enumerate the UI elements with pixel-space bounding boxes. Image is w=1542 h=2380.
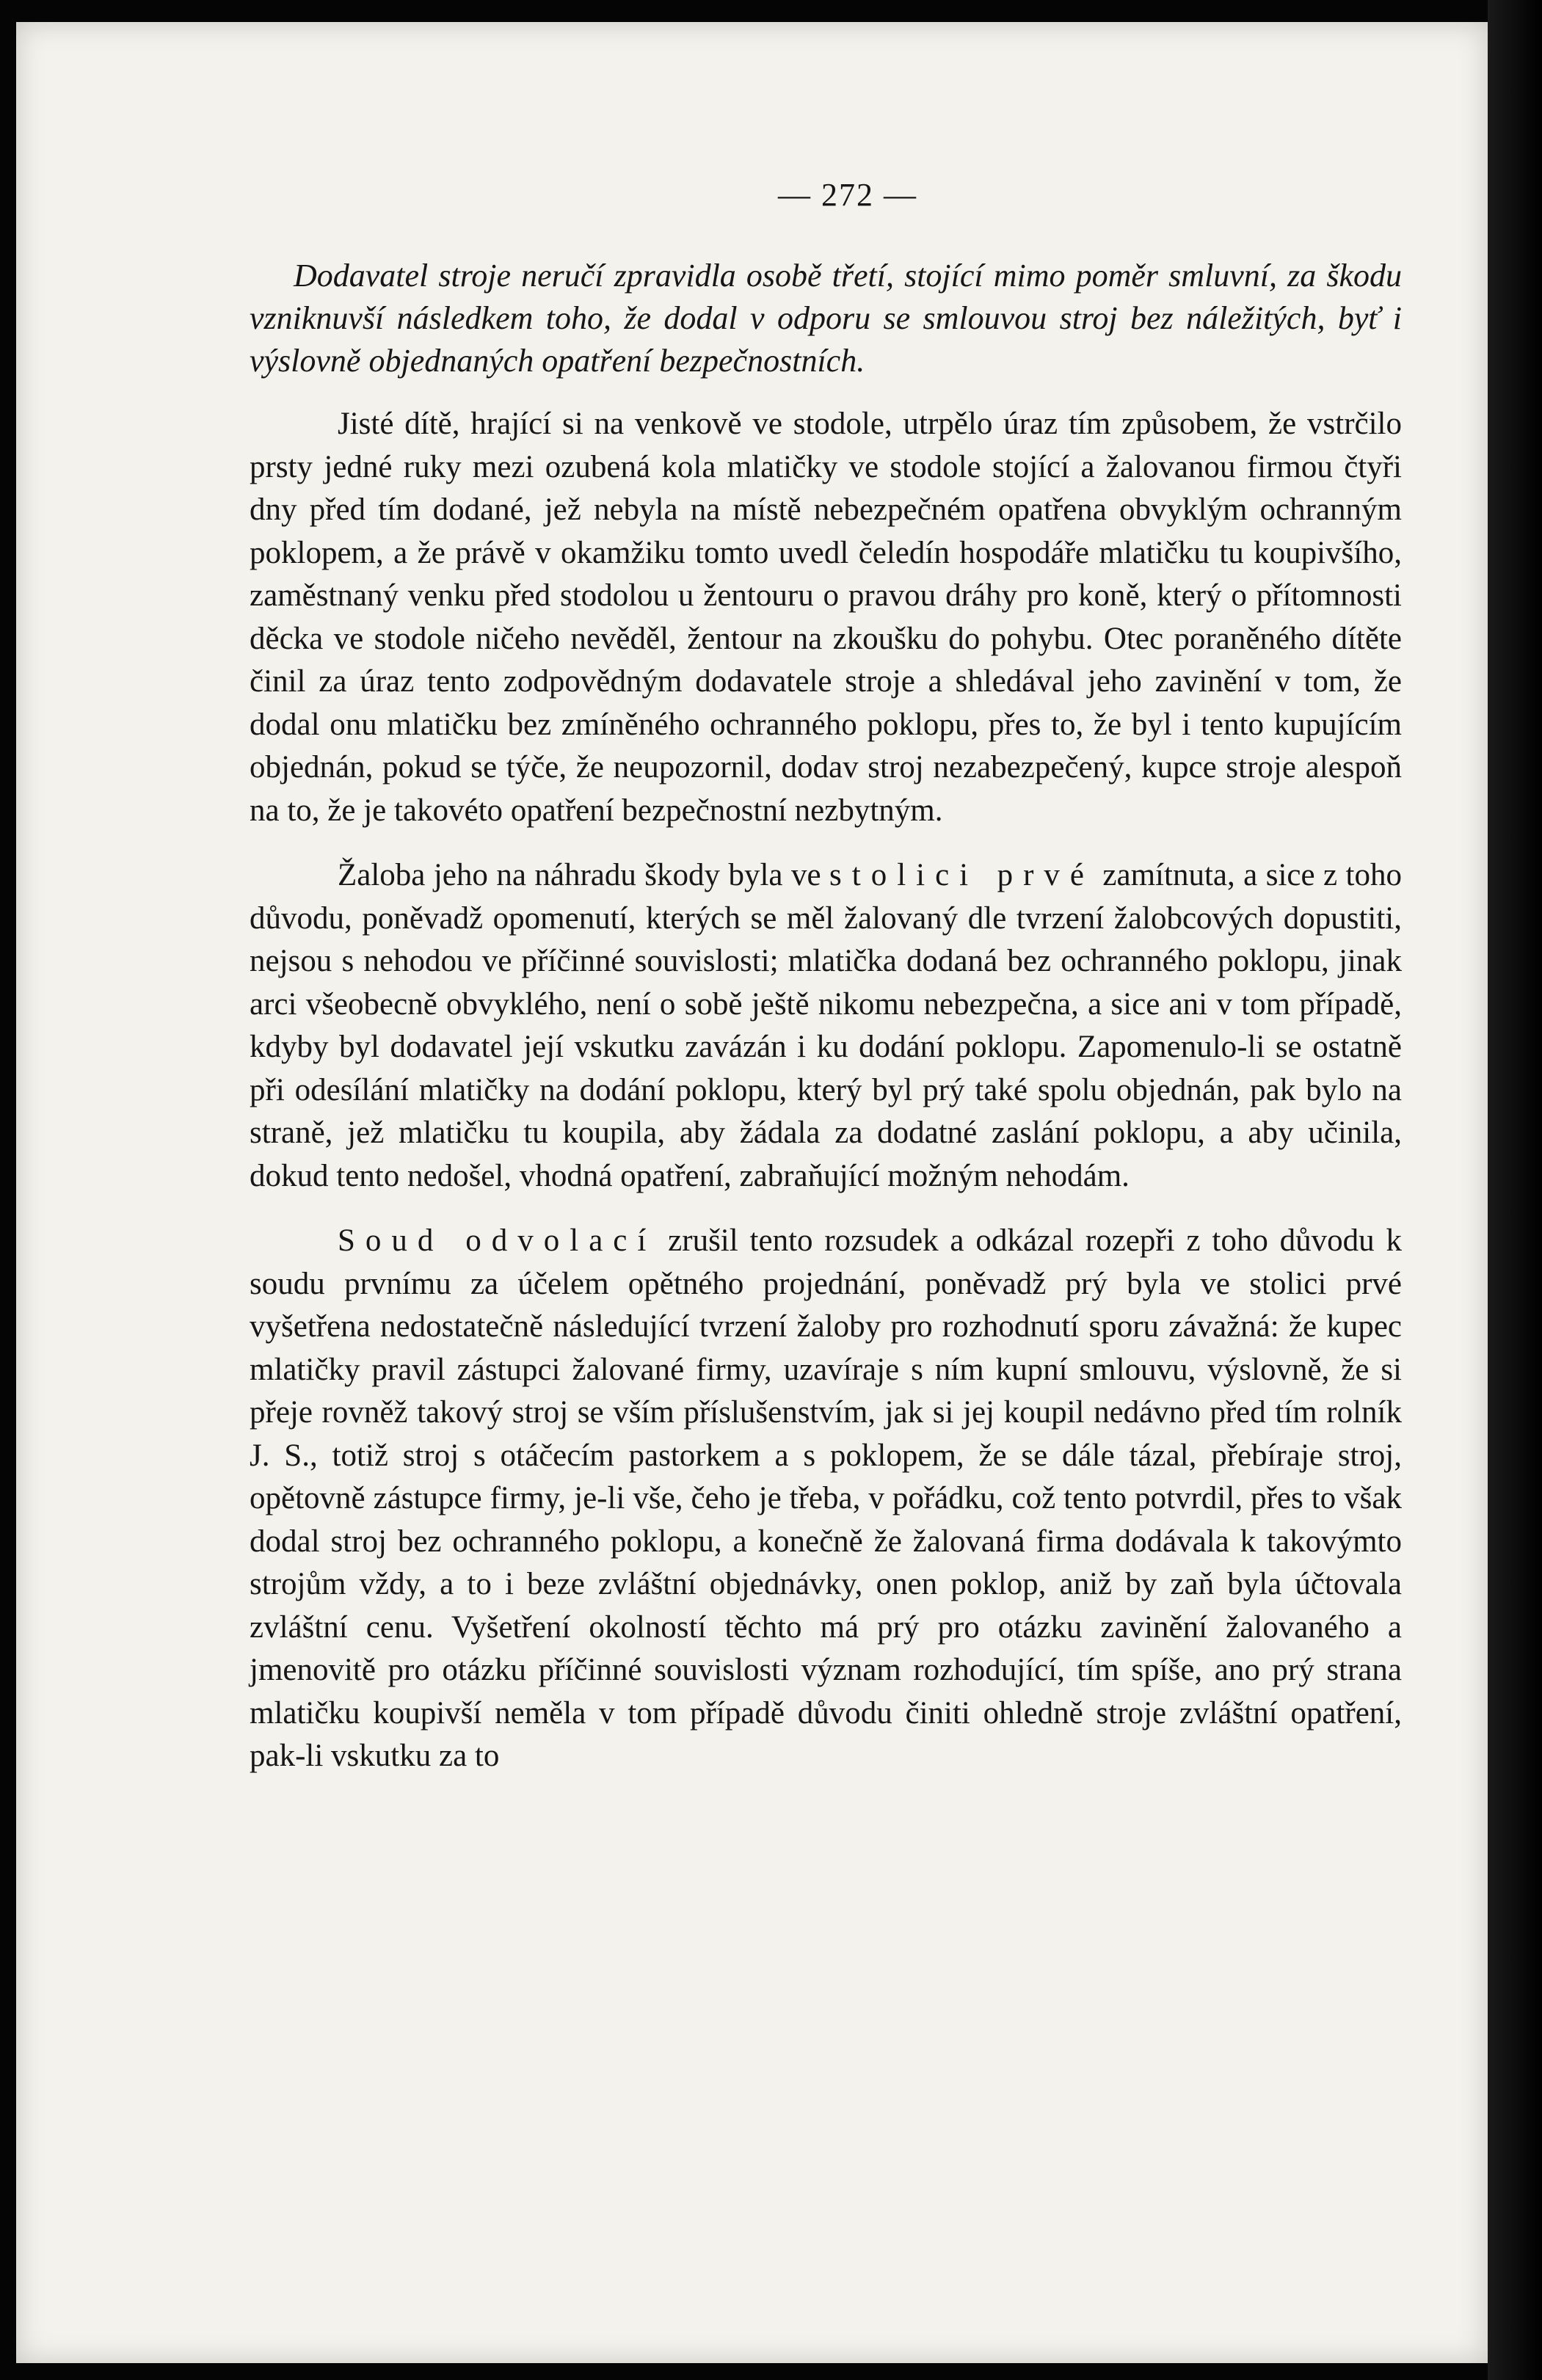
page-text-block — [250, 176, 1402, 1800]
paragraph-3 — [250, 1220, 1402, 1778]
page-edge-shadow — [1488, 0, 1542, 2380]
headnote: Dodavatel stroje neručí zpravidla osobě třetí, stojící mimo poměr smluvní, za škodu vzniknuvší následkem toho, že dodal v odporu se smlouvou stroj bez náležitých, byť i výslovně objednaných opatření bezpečnostních. — [250, 258, 1402, 379]
paragraph-2-before: Žaloba jeho na náhradu škody byla ve — [338, 858, 830, 892]
paragraph-2-after: zamítnuta, a sice z toho důvodu, poněvadž opomenutí, kterých se měl žalovaný dle tvrzení žalobcových dopustiti, nejsou s nehodou ve příčinné souvislosti; mlatička dodaná bez ochranného poklopu, jinak arci všeobecně obvyklého, není o sobě ještě nikomu nebezpečna, a sice ani v tom případě, kdyby byl dodavatel její vskutku zavázán i ku dodání poklopu. Zapomenulo-li se ostatně při odesílání mlatičky na dodání poklopu, který byl prý také spolu objednán, pak bylo na straně, jež mlatičku tu koupila, aby žádala za dodatné zaslání poklopu, a aby učinila, dokud tento nedošel, vhodná opatření, zabraňující možným nehodám. — [250, 858, 1403, 1193]
paragraph-2-spaced: stolici prvé — [829, 858, 1094, 892]
paragraph-1: Jisté dítě, hrající si na venkově ve stodole, utrpělo úraz tím způsobem, že vstrčilo prsty jedné ruky mezi ozubená kola mlatičky ve stodole stojící a žalovanou firmou čtyři dny před tím dodané, jež nebyla na místě nebezpečném opatřena obvyklým ochranným poklopem, a že právě v okamžiku tomto uvedl čeledín hospodáře mlatičku tu koupivšího, zaměstnaný venku před stodolou u žentouru o pravou dráhy pro koně, který o přítomnosti děcka ve stodole ničeho nevěděl, žentour na zkoušku do pohybu. Otec poraněného dítěte činil za úraz tento zodpovědným dodavatele stroje a shledával jeho zavinění v tom, že dodal onu mlatičku bez zmíněného ochranného poklopu, přes to, že byl i tento kupujícím objednán, pokud se týče, že neupozornil, dodav stroj nezabezpečený, kupce stroje alespoň na to, že je takovéto opatření bezpečnostní nezbytným. — [250, 407, 1402, 828]
page-number: — 272 — — [778, 177, 917, 213]
paragraph-3-after: zrušil tento rozsudek a odkázal rozepři z toho důvodu k soudu prvnímu za účelem opětného projednání, poněvadž prý byla ve stolici prvé vyšetřena nedostatečně následující tvrzení žaloby pro rozhodnutí sporu závažná: že kupec mlatičky pravil zástupci žalované firmy, uzavíraje s ním kupní smlouvu, výslovně, že si přeje rovněž takový stroj se vším příslušenstvím, jak si jej koupil nedávno před tím rolník J. S., totiž stroj s otáčecím pastorkem a s poklopem, že se dále tázal, přebíraje stroj, opětovně zástupce firmy, je-li vše, čeho je třeba, v pořádku, což tento potvrdil, přes to však dodal stroj bez ochranného poklopu, a konečně že žalovaná firma dodávala k takovýmto strojům vždy, a to i beze zvláštní objednávky, onen poklop, aniž by zaň byla účtovala zvláštní cenu. Vyšetření okolností těchto má prý pro otázku zavinění žalovaného a jmenovitě pro otázku příčinné souvislosti význam rozhodující, tím spíše, ano prý strana mlatičku koupivší neměla v tom případě důvodu činiti ohledně stroje zvláštní opatření, pak-li vskutku za to — [250, 1223, 1403, 1773]
paragraph-2 — [250, 854, 1402, 1198]
paragraph-3-spaced: Soud odvolací — [338, 1223, 657, 1258]
